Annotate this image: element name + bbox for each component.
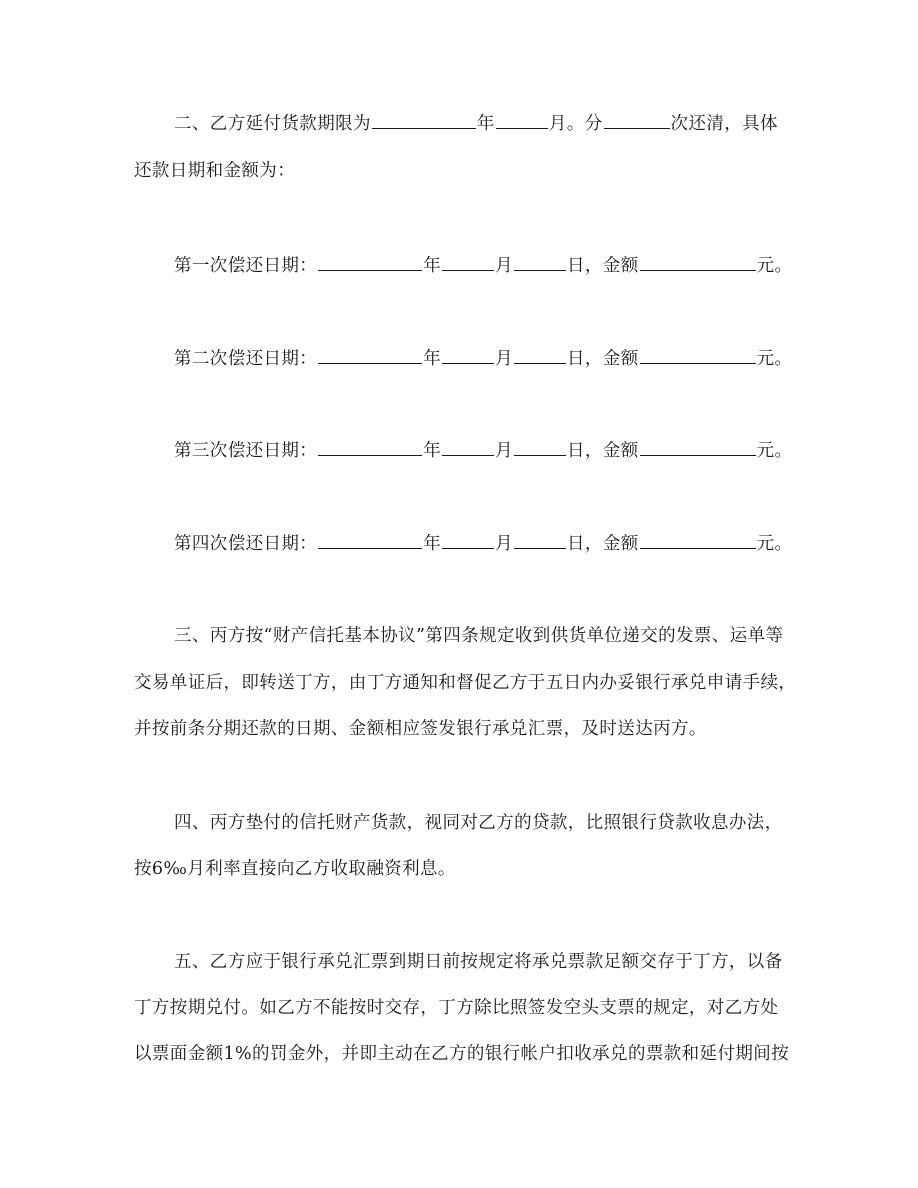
installment-row bbox=[174, 252, 792, 278]
installment-month-blank[interactable] bbox=[442, 437, 494, 456]
installment-label: 第二次偿还日期： bbox=[174, 349, 318, 369]
installment-unit-label: 元。 bbox=[756, 349, 793, 369]
installment-day-blank[interactable] bbox=[514, 345, 566, 364]
installment-year-label: 年 bbox=[423, 441, 442, 461]
installment-amount-blank[interactable] bbox=[640, 530, 756, 549]
installment-year-label: 年 bbox=[423, 349, 442, 369]
installment-month-blank[interactable] bbox=[442, 530, 494, 549]
clause-2-text-a: 二、乙方延付货款期限为 bbox=[174, 114, 371, 134]
installment-year-blank[interactable] bbox=[318, 345, 422, 364]
installment-day-blank[interactable] bbox=[514, 252, 566, 271]
installment-month-label: 月 bbox=[495, 349, 514, 369]
installment-label: 第一次偿还日期： bbox=[174, 256, 318, 276]
clause-2-text-d: 次还清，具体 bbox=[670, 114, 778, 134]
term-month-blank[interactable] bbox=[496, 110, 548, 129]
clause-2-text-c: 月。分 bbox=[548, 114, 603, 134]
installment-year-blank[interactable] bbox=[318, 252, 422, 271]
installment-day-blank[interactable] bbox=[514, 530, 566, 549]
clause-2-line-2: 还款日期和金额为： bbox=[134, 161, 296, 181]
clause-4-line-2: 按6‰月利率直接向乙方收取融资利息。 bbox=[134, 859, 456, 879]
installment-day-label: 日，金额 bbox=[567, 441, 639, 461]
clause-3-line-2: 交易单证后，即转送丁方，由丁方通知和督促乙方于五日内办妥银行承兑申请手续， bbox=[134, 673, 797, 693]
term-times-blank[interactable] bbox=[604, 110, 670, 129]
clause-3-line-3: 并按前条分期还款的日期、金额相应签发银行承兑汇票，及时送达丙方。 bbox=[134, 719, 707, 739]
installment-year-label: 年 bbox=[423, 534, 442, 554]
installment-month-blank[interactable] bbox=[442, 345, 494, 364]
installment-month-label: 月 bbox=[495, 534, 514, 554]
clause-3-line-1: 三、丙方按“财产信托基本协议”第四条规定收到供货单位递交的发票、运单等 bbox=[174, 626, 784, 646]
installment-amount-blank[interactable] bbox=[640, 437, 756, 456]
clause-5-line-1: 五、乙方应于银行承兑汇票到期日前按规定将承兑票款足额交存于丁方，以备 bbox=[174, 952, 783, 972]
clause-2-text-b: 年 bbox=[476, 114, 495, 134]
installment-month-label: 月 bbox=[495, 256, 514, 276]
installment-day-label: 日，金额 bbox=[567, 256, 639, 276]
installment-label: 第三次偿还日期： bbox=[174, 441, 318, 461]
installment-amount-blank[interactable] bbox=[640, 252, 756, 271]
installment-unit-label: 元。 bbox=[756, 256, 793, 276]
installment-row bbox=[174, 345, 792, 371]
clause-2-line-1 bbox=[174, 110, 778, 136]
installment-month-label: 月 bbox=[495, 441, 514, 461]
clause-5-line-2: 丁方按期兑付。如乙方不能按时交存，丁方除比照签发空头支票的规定，对乙方处 bbox=[134, 998, 779, 1018]
installment-row bbox=[174, 530, 792, 556]
installment-unit-label: 元。 bbox=[756, 534, 793, 554]
installment-month-blank[interactable] bbox=[442, 252, 494, 271]
installment-year-blank[interactable] bbox=[318, 530, 422, 549]
installment-year-blank[interactable] bbox=[318, 437, 422, 456]
installment-row bbox=[174, 437, 792, 463]
installment-label: 第四次偿还日期： bbox=[174, 534, 318, 554]
installment-day-label: 日，金额 bbox=[567, 349, 639, 369]
clause-5-line-3: 以票面金额1%的罚金外，并即主动在乙方的银行帐户扣收承兑的票款和延付期间按 bbox=[134, 1044, 790, 1064]
installment-day-label: 日，金额 bbox=[567, 534, 639, 554]
installment-amount-blank[interactable] bbox=[640, 345, 756, 364]
installment-day-blank[interactable] bbox=[514, 437, 566, 456]
installment-year-label: 年 bbox=[423, 256, 442, 276]
installment-unit-label: 元。 bbox=[756, 441, 793, 461]
clause-4-line-1: 四、丙方垫付的信托财产货款，视同对乙方的贷款，比照银行贷款收息办法， bbox=[174, 813, 783, 833]
term-year-blank[interactable] bbox=[372, 110, 476, 129]
